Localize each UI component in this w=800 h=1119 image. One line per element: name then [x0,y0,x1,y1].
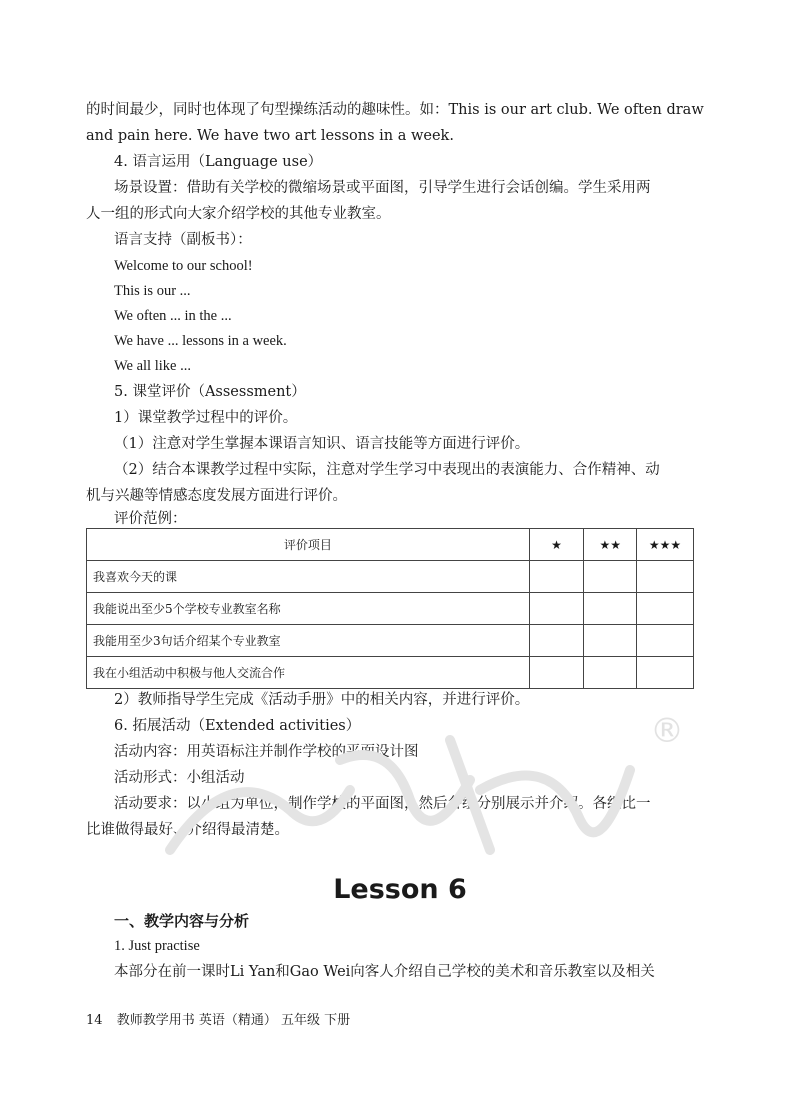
table-cell-rating [637,593,694,625]
section-heading-extended-activities: 6. 拓展活动（Extended activities） [114,718,361,734]
book-title: 教师教学用书 英语（精通） 五年级 下册 [116,1013,351,1028]
section-heading-assessment: 5. 课堂评价（Assessment） [114,384,306,400]
paragraph-line: 1）课堂教学过程中的评价。 [114,410,298,426]
table-cell-rating [637,657,694,689]
subsection-heading: 1. Just practise [114,938,200,954]
sentence-pattern: We all like ... [114,358,191,374]
page-number: 14 [86,1013,103,1028]
table-cell-rating [584,561,637,593]
table-cell-rating [529,625,584,657]
paragraph-line: 2）教师指导学生完成《活动手册》中的相关内容，并进行评价。 [114,692,530,708]
paragraph-line: 活动形式：小组活动 [114,770,245,786]
lesson-title: Lesson 6 [333,874,467,905]
table-cell-rating [637,625,694,657]
table-row [87,625,694,657]
table-cell-rating [584,657,637,689]
paragraph-line: 人一组的形式向大家介绍学校的其他专业教室。 [86,206,391,222]
assessment-table [86,528,694,689]
table-cell-rating [529,593,584,625]
paragraph-line: 机与兴趣等情感态度发展方面进行评价。 [86,488,347,504]
registered-mark: ® [650,711,684,751]
table-cell-rating [584,625,637,657]
sentence-pattern: Welcome to our school! [114,258,253,274]
paragraph-line: 的时间最少，同时也体现了句型操练活动的趣味性。如：This is our art club. We often draw [86,102,704,118]
table-header-cell: ★★ [584,529,637,561]
table-header-cell: ★ [529,529,584,561]
table-header-cell: ★★★ [637,529,694,561]
table-cell-item: 我能用至少3句话介绍某个专业教室 [87,625,530,657]
section-heading-content-analysis: 一、教学内容与分析 [114,912,250,930]
paragraph-line: 比谁做得最好、介绍得最清楚。 [86,822,289,838]
table-row [87,561,694,593]
paragraph-line: 活动要求：以小组为单位，制作学校的平面图，然后各组分别展示并介绍。各组比一 [114,796,651,812]
table-cell-rating [637,561,694,593]
paragraph-line: 语言支持（副板书）： [114,232,252,248]
sentence-pattern: We often ... in the ... [114,308,232,324]
paragraph-line: 活动内容：用英语标注并制作学校的平面设计图 [114,744,419,760]
paragraph-line: and pain here. We have two art lessons in a week. [86,128,454,144]
paragraph-line: （2）结合本课教学过程中实际，注意对学生学习中表现出的表演能力、合作精神、动 [114,462,660,478]
table-cell-rating [529,657,584,689]
table-row [87,657,694,689]
sentence-pattern: We have ... lessons in a week. [114,333,287,349]
table-cell-rating [584,593,637,625]
paragraph-line: 评价范例： [114,511,187,527]
paragraph-line: （1）注意对学生掌握本课语言知识、语言技能等方面进行评价。 [114,436,530,452]
table-cell-item: 我在小组活动中积极与他人交流合作 [87,657,530,689]
table-header-row [87,529,694,561]
paragraph-line: 场景设置：借助有关学校的微缩场景或平面图，引导学生进行会话创编。学生采用两 [114,180,651,196]
paragraph-line: 本部分在前一课时Li Yan和Gao Wei向客人介绍自己学校的美术和音乐教室以及相关 [114,964,655,980]
section-heading-language-use: 4. 语言运用（Language use） [114,154,323,170]
sentence-pattern: This is our ... [114,283,191,299]
table-cell-item: 我能说出至少5个学校专业教室名称 [87,593,530,625]
table-cell-item: 我喜欢今天的课 [87,561,530,593]
table-cell-rating [529,561,584,593]
page-footer [86,1012,350,1030]
table-row [87,593,694,625]
table-header-cell: 评价项目 [87,529,530,561]
